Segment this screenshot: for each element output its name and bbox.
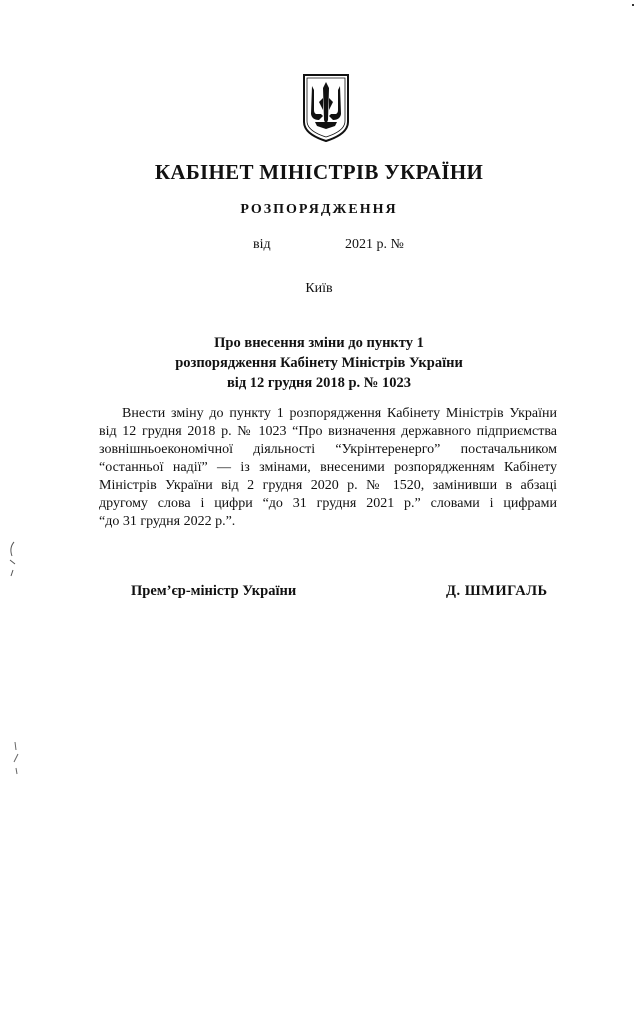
city: Київ <box>305 281 333 296</box>
scan-margin-mark <box>10 740 24 778</box>
body-line-4: “останньої надії” — із змінами, внесеними розпорядженням Кабінету <box>99 460 557 475</box>
signatory-title: Прем’єр-міністр України <box>131 583 297 599</box>
scan-dot-mark <box>632 4 634 6</box>
subject-line-3: від 12 грудня 2018 р. № 1023 <box>226 375 412 391</box>
signatory-name: Д. ШМИГАЛЬ <box>446 583 548 599</box>
trident-coat-of-arms-icon <box>301 72 351 144</box>
body-line-2: від 12 грудня 2018 р. № 1023 “Про визначення державного підприємства <box>99 424 557 439</box>
date-from-label: від <box>253 237 271 252</box>
date-year-number: 2021 р. № <box>345 237 404 252</box>
subject-line-1: Про внесення зміни до пункту 1 <box>214 335 424 351</box>
government-title: КАБІНЕТ МІНІСТРІВ УКРАЇНИ <box>154 160 484 184</box>
body-line-6: другому слова і цифри “до 31 грудня 2021 р.” словами і цифрами <box>99 496 557 511</box>
body-line-1: Внести зміну до пункту 1 розпорядження Кабінету Міністрів України <box>122 406 557 421</box>
body-line-5: Міністрів України від 2 грудня 2020 р. № 1520, замінивши в абзаці <box>99 478 557 493</box>
subject-line-2: розпорядження Кабінету Міністрів України <box>175 355 463 371</box>
scan-margin-mark <box>6 540 20 578</box>
document-type: РОЗПОРЯДЖЕННЯ <box>240 202 398 217</box>
body-line-7: “до 31 грудня 2022 р.”. <box>99 514 236 529</box>
body-line-3: зовнішньоекономічної діяльності “Укрінтеренерго” постачальником <box>99 442 557 457</box>
